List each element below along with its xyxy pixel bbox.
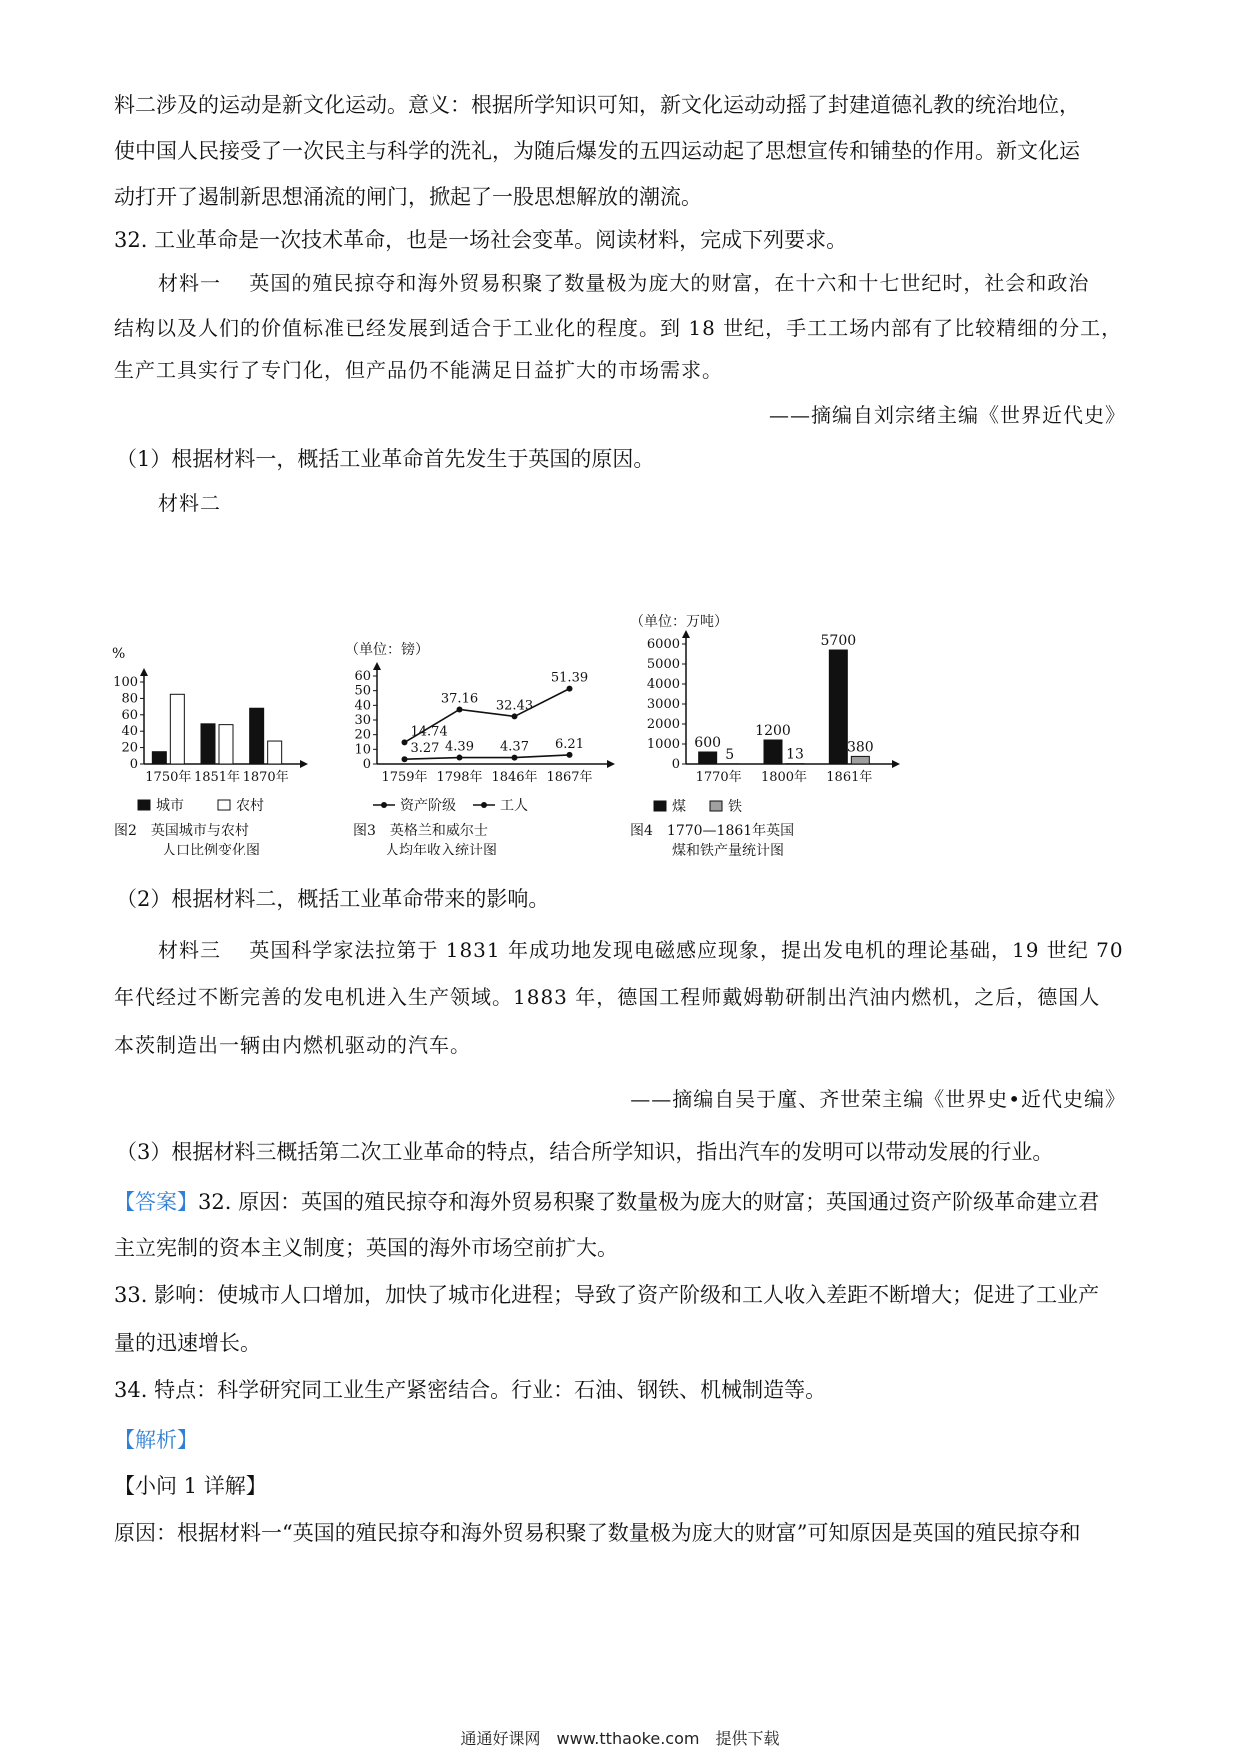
- data-value-label: 3.27: [410, 741, 440, 757]
- chart-unit-label: （单位：镑）: [345, 642, 429, 658]
- legend-swatch: [710, 801, 722, 811]
- y-tick-label: 0: [671, 757, 680, 772]
- chart-fig3-svg: [345, 640, 620, 855]
- bar-农村: [170, 694, 184, 764]
- data-value-label: 4.37: [500, 739, 529, 755]
- material-1-line: 结构以及人们的价值标准已经发展到适合于工业化的程度。到 18 世纪，手工工场内部有了比较精细的分工，: [114, 316, 1123, 340]
- data-value-label: 32.43: [495, 698, 534, 714]
- material-3-line: 年代经过不断完善的发电机进入生产领域。1883 年，德国工程师戴姆勒研制出汽油内燃机，之后，德国人: [114, 985, 1101, 1009]
- material-3-line: 材料三 英国科学家法拉第于 1831 年成功地发现电磁感应现象，提出发电机的理论基础，19 世纪 70: [158, 938, 1124, 962]
- data-point-工人: [402, 756, 408, 762]
- footer-source: 通通好课网 www.tthaoke.com 提供下载: [460, 1729, 780, 1748]
- bar-value-label: 600: [694, 735, 722, 751]
- bar-城市: [152, 752, 166, 764]
- x-tick-label: 1861年: [826, 770, 873, 785]
- material-1-source: ——摘编自刘宗绪主编《世界近代史》: [769, 403, 1126, 427]
- bar-城市: [201, 724, 215, 764]
- data-point-工人: [457, 755, 463, 761]
- chart-caption: 图3 英格兰和威尔士: [353, 823, 488, 839]
- data-point-工人: [512, 755, 518, 761]
- analysis-tag: 【解析】: [114, 1428, 198, 1452]
- bar-城市: [250, 708, 264, 764]
- legend-label: 工人: [500, 798, 528, 814]
- legend-label: 农村: [236, 798, 264, 814]
- material-3-source: ——摘编自吴于廑、齐世荣主编《世界史•近代史编》: [630, 1087, 1126, 1111]
- y-tick-label: 20: [121, 740, 138, 756]
- paragraph-line: 动打开了遏制新思想涌流的闸门，掀起了一股思想解放的潮流。: [114, 185, 702, 209]
- x-tick-label: 1851年: [193, 770, 241, 785]
- chart-caption: 图4 1770—1861年英国: [630, 823, 795, 839]
- material-3-line: 本茨制造出一辆由内燃机驱动的汽车。: [114, 1033, 471, 1057]
- chart-fig2: [110, 640, 340, 855]
- bar-value-label: 13: [786, 746, 804, 763]
- x-tick-label: 1759年: [381, 770, 428, 785]
- y-tick-label: 50: [354, 683, 371, 699]
- y-tick-label: 60: [354, 669, 371, 684]
- y-tick-label: 30: [354, 713, 371, 728]
- data-point-工人: [567, 752, 573, 758]
- x-axis-arrow: [300, 760, 308, 768]
- y-tick-label: 40: [121, 724, 138, 740]
- bar-value-label: 1200: [755, 723, 791, 739]
- chart-unit-label: %: [112, 646, 126, 662]
- bar-农村: [219, 725, 233, 764]
- chart-unit-label: （单位：万吨）: [630, 614, 728, 630]
- x-axis-arrow: [607, 760, 615, 768]
- legend-swatch: [218, 800, 230, 810]
- chart-fig3: [345, 640, 620, 855]
- y-tick-label: 2000: [646, 717, 680, 732]
- y-tick-label: 6000: [646, 637, 680, 652]
- y-axis-arrow: [373, 662, 381, 670]
- answer-tag: 【答案】: [114, 1190, 198, 1214]
- bar-煤: [699, 752, 717, 764]
- question-2: （2）根据材料二，概括工业革命带来的影响。: [116, 887, 550, 911]
- question-3: （3）根据材料三概括第二次工业革命的特点，结合所学知识，指出汽车的发明可以带动发展的行业。: [116, 1140, 1054, 1164]
- chart-caption: 人口比例变化图: [162, 843, 260, 855]
- y-tick-label: 10: [354, 742, 371, 758]
- legend-marker: [381, 802, 387, 808]
- x-tick-label: 1798年: [436, 770, 483, 785]
- answer-line-34: 34. 特点：科学研究同工业生产紧密结合。行业：石油、钢铁、机械制造等。: [114, 1378, 827, 1402]
- data-point-资产阶级: [567, 686, 573, 692]
- bar-铁: [851, 756, 869, 764]
- data-value-label: 4.39: [445, 739, 474, 755]
- answer-line-32: [114, 1187, 1126, 1217]
- data-value-label: 14.74: [410, 724, 448, 740]
- legend-swatch: [138, 800, 150, 810]
- y-tick-label: 60: [121, 707, 138, 723]
- analysis-line: 原因：根据材料一“英国的殖民掠夺和海外贸易积聚了数量极为庞大的财富”可知原因是英国的殖民掠夺和: [114, 1521, 1081, 1545]
- y-tick-label: 3000: [646, 697, 680, 712]
- answer-line: 量的迅速增长。: [114, 1331, 261, 1355]
- answer-line: 主立宪制的资本主义制度；英国的海外市场空前扩大。: [114, 1236, 618, 1260]
- y-tick-label: 0: [362, 757, 371, 772]
- question-32: 32. 工业革命是一次技术革命，也是一场社会变革。阅读材料，完成下列要求。: [114, 228, 848, 252]
- data-point-资产阶级: [402, 739, 408, 745]
- x-tick-label: 1870年: [242, 770, 289, 785]
- legend-marker: [481, 802, 487, 808]
- y-tick-label: 5000: [646, 657, 680, 672]
- chart-caption: 人均年收入统计图: [385, 843, 497, 855]
- data-point-资产阶级: [457, 706, 463, 712]
- answer-text: 32. 原因：英国的殖民掠夺和海外贸易积聚了数量极为庞大的财富；英国通过资产阶级革命建立君: [198, 1190, 1100, 1214]
- data-point-资产阶级: [512, 713, 518, 719]
- y-axis-arrow: [140, 668, 148, 676]
- legend-swatch: [654, 801, 666, 811]
- material-1-line: 材料一 英国的殖民掠夺和海外贸易积聚了数量极为庞大的财富，在十六和十七世纪时，社会和政治: [158, 271, 1090, 295]
- y-tick-label: 1000: [646, 737, 680, 752]
- data-value-label: 51.39: [550, 670, 589, 686]
- legend-label: 城市: [156, 798, 184, 814]
- bar-value-label: 5: [725, 746, 735, 763]
- x-tick-label: 1800年: [760, 770, 808, 785]
- chart-fig4: [630, 606, 900, 856]
- x-tick-label: 1770年: [695, 770, 742, 785]
- chart-fig2-svg: [110, 640, 340, 855]
- chart-fig4-svg: [630, 606, 900, 856]
- y-axis-arrow: [682, 630, 690, 638]
- y-tick-label: 20: [354, 727, 371, 743]
- bar-煤: [764, 740, 782, 764]
- legend-label: 铁: [728, 799, 742, 815]
- bar-value-label: 380: [846, 739, 874, 756]
- y-tick-label: 0: [129, 757, 138, 772]
- x-tick-label: 1750年: [145, 770, 192, 785]
- chart-caption: 煤和铁产量统计图: [672, 843, 784, 856]
- y-tick-label: 4000: [646, 677, 680, 692]
- x-tick-label: 1867年: [546, 770, 593, 785]
- material-1-line: 生产工具实行了专门化，但产品仍不能满足日益扩大的市场需求。: [114, 358, 723, 382]
- legend-label: 煤: [672, 799, 686, 815]
- bar-煤: [829, 650, 847, 764]
- y-tick-label: 40: [354, 698, 371, 714]
- material-2-label: 材料二: [158, 491, 221, 515]
- x-axis-arrow: [892, 760, 900, 768]
- bar-value-label: 5700: [820, 633, 857, 649]
- y-tick-label: 100: [113, 675, 138, 690]
- sub-question-heading: 【小问 1 详解】: [114, 1474, 267, 1498]
- data-value-label: 37.16: [440, 691, 479, 707]
- bar-农村: [268, 741, 282, 764]
- paragraph-line: 使中国人民接受了一次民主与科学的洗礼，为随后爆发的五四运动起了思想宣传和铺垫的作用。新文化运: [114, 139, 1080, 163]
- data-value-label: 6.21: [555, 736, 584, 752]
- paragraph-line: 料二涉及的运动是新文化运动。意义：根据所学知识可知，新文化运动动摇了封建道德礼教的统治地位，: [114, 93, 1080, 117]
- legend-label: 资产阶级: [400, 798, 456, 814]
- x-tick-label: 1846年: [491, 770, 538, 785]
- y-tick-label: 80: [121, 691, 138, 707]
- answer-line-33: 33. 影响：使城市人口增加，加快了城市化进程；导致了资产阶级和工人收入差距不断增大；促进了工业产: [114, 1283, 1100, 1307]
- chart-caption: 图2 英国城市与农村: [114, 823, 249, 839]
- question-1: （1）根据材料一，概括工业革命首先发生于英国的原因。: [116, 447, 655, 471]
